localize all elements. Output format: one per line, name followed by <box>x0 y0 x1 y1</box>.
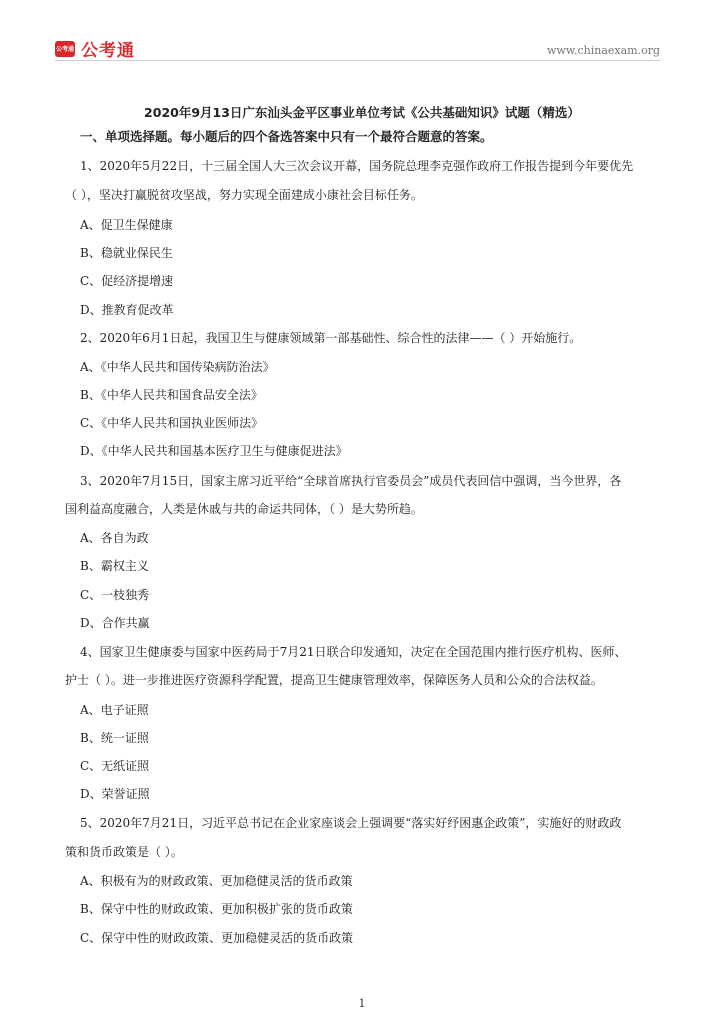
question-3-text: 3、2020年7月15日，国家主席习近平给“全球首席执行官委员会”成员代表回信中强调，当今世界，各 <box>80 474 622 488</box>
section-heading: 一、单项选择题。每小题后的四个备选答案中只有一个最符合题意的答案。 <box>80 129 493 144</box>
question-1-text: 1、2020年5月22日，十三届全国人大三次会议开幕，国务院总理李克强作政府工作报告提到今年要优先 <box>80 159 634 173</box>
logo-badge: 公考通 <box>55 41 75 57</box>
question-4-option-b: B、统一证照 <box>80 731 149 745</box>
question-1-text-cont: （ ），坚决打赢脱贫攻坚战，努力实现全面建成小康社会目标任务。 <box>65 188 423 202</box>
site-url[interactable]: www.chinaexam.org <box>547 44 660 57</box>
document-title: 2020年9月13日广东汕头金平区事业单位考试《公共基础知识》试题（精选） <box>144 105 580 120</box>
question-5-text: 5、2020年7月21日，习近平总书记在企业家座谈会上强调要“落实好纾困惠企政策”，实施好的财政政 <box>80 816 622 830</box>
question-4-option-a: A、电子证照 <box>80 703 149 717</box>
page-number: 1 <box>358 997 366 1010</box>
question-3-option-a: A、各自为政 <box>80 531 149 545</box>
question-2-option-c: C、《中华人民共和国执业医师法》 <box>80 416 264 430</box>
header-divider <box>55 60 660 61</box>
logo-text: 公考通 <box>81 41 135 61</box>
question-3-option-b: B、霸权主义 <box>80 559 149 573</box>
logo <box>55 36 135 61</box>
question-2-option-a: A、《中华人民共和国传染病防治法》 <box>80 360 275 374</box>
question-4-option-d: D、荣誉证照 <box>80 787 150 801</box>
question-2-option-b: B、《中华人民共和国食品安全法》 <box>80 388 263 402</box>
question-1-option-a: A、促卫生保健康 <box>80 218 173 232</box>
question-3-option-d: D、合作共赢 <box>80 616 150 630</box>
question-3-option-c: C、一枝独秀 <box>80 588 150 602</box>
page-header <box>55 30 660 62</box>
question-5-option-b: B、保守中性的财政政策、更加积极扩张的货币政策 <box>80 902 353 916</box>
question-5-option-a: A、积极有为的财政政策、更加稳健灵活的货币政策 <box>80 874 353 888</box>
question-1-option-d: D、推教育促改革 <box>80 303 174 317</box>
question-3-text-cont: 国利益高度融合，人类是休戚与共的命运共同体，（ ）是大势所趋。 <box>65 502 423 516</box>
question-4-text-cont: 护士（ ）。进一步推进医疗资源科学配置，提高卫生健康管理效率，保障医务人员和公众的合法权益。 <box>65 673 603 687</box>
question-4-text: 4、国家卫生健康委与国家中医药局于7月21日联合印发通知，决定在全国范围内推行医疗机构、医师、 <box>80 645 627 659</box>
question-5-text-cont: 策和货币政策是（ ）。 <box>65 845 183 859</box>
question-2-text: 2、2020年6月1日起，我国卫生与健康领域第一部基础性、综合性的法律——（ ）开始施行。 <box>80 331 582 345</box>
question-5-option-c: C、保守中性的财政政策、更加稳健灵活的货币政策 <box>80 931 354 945</box>
question-1-option-b: B、稳就业保民生 <box>80 246 173 260</box>
question-2-option-d: D、《中华人民共和国基本医疗卫生与健康促进法》 <box>80 444 348 458</box>
question-4-option-c: C、无纸证照 <box>80 759 150 773</box>
question-1-option-c: C、促经济提增速 <box>80 274 174 288</box>
